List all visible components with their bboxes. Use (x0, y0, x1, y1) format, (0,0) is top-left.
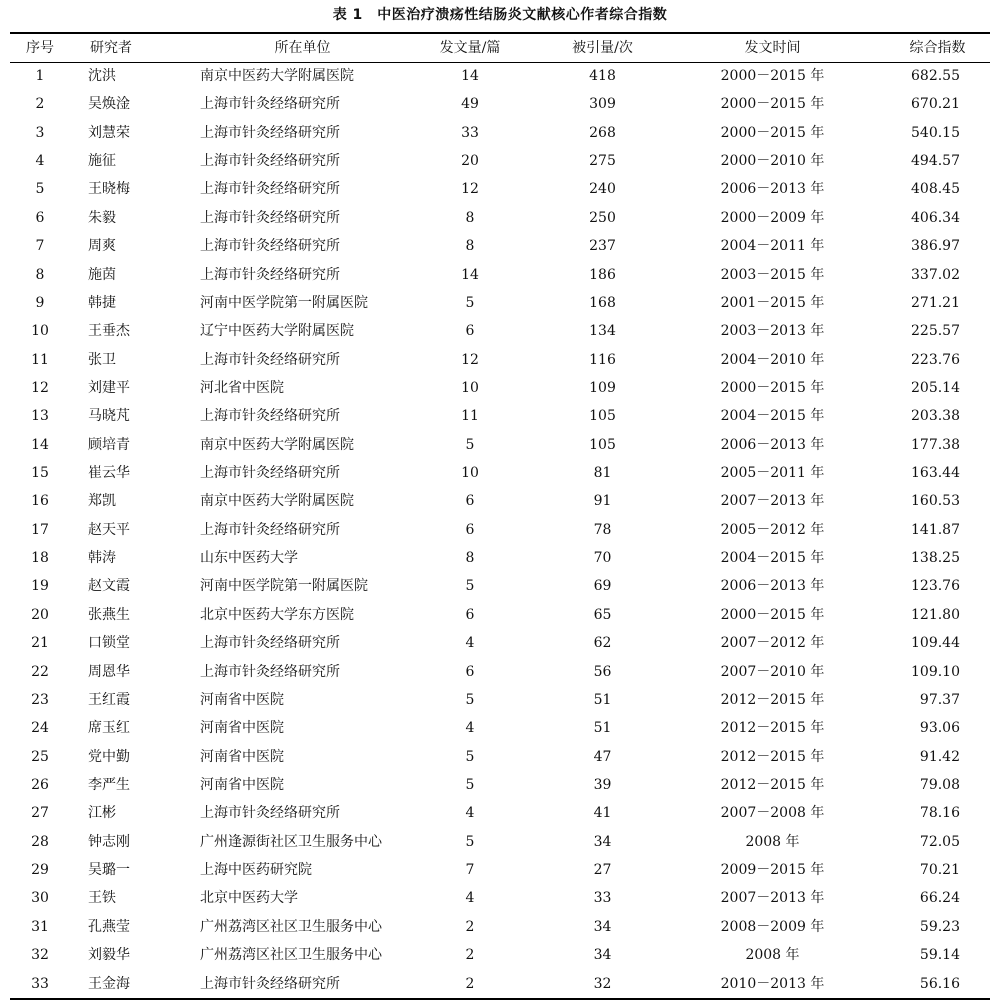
table-row (10, 941, 1000, 969)
cell-period: 2000－2009 年 (720, 209, 825, 226)
table-body (10, 62, 1000, 998)
table-row (10, 147, 1000, 175)
cell-period: 2006－2013 年 (720, 436, 825, 453)
core-author-table (10, 34, 1000, 998)
cell-period: 2005－2011 年 (720, 465, 825, 482)
cell-index: 9 (35, 294, 45, 311)
cell-period: 2012－2015 年 (720, 776, 825, 793)
cell-period: 2012－2015 年 (720, 691, 825, 708)
cell-cites: 109 (589, 379, 616, 396)
cell-period: 2000－2015 年 (720, 379, 825, 396)
table-row (10, 317, 1000, 345)
cell-score: 72.05 (919, 833, 960, 850)
header-cites: 被引量/次 (572, 40, 633, 56)
cell-cites: 47 (593, 748, 612, 765)
table-caption: 表 1 中医治疗溃疡性结肠炎文献核心作者综合指数 (332, 7, 668, 23)
cell-author: 张卫 (88, 351, 116, 368)
cell-index: 16 (31, 493, 49, 510)
cell-author: 刘毅华 (88, 947, 130, 964)
cell-index: 24 (31, 720, 49, 737)
cell-period: 2007－2008 年 (720, 805, 825, 822)
table-row (10, 686, 1000, 714)
cell-period: 2003－2015 年 (720, 266, 825, 283)
cell-index: 27 (31, 805, 49, 822)
cell-index: 17 (31, 521, 49, 538)
table-row (10, 119, 1000, 147)
cell-unit: 南京中医药大学附属医院 (200, 436, 354, 453)
cell-period: 2005－2012 年 (720, 521, 825, 538)
cell-score: 59.23 (919, 918, 960, 935)
table-row (10, 743, 1000, 771)
cell-score: 271.21 (911, 294, 960, 311)
cell-author: 周恩华 (88, 663, 130, 680)
cell-unit: 北京中医药大学东方医院 (200, 606, 354, 623)
cell-period: 2004－2010 年 (720, 351, 825, 368)
cell-score: 141.87 (911, 521, 960, 538)
cell-period: 2006－2013 年 (720, 578, 825, 595)
cell-unit: 上海市针灸经络研究所 (200, 209, 340, 226)
table-row (10, 572, 1000, 600)
cell-index: 29 (31, 862, 49, 879)
table-row (10, 629, 1000, 657)
cell-cites: 240 (589, 181, 616, 198)
cell-period: 2000－2015 年 (720, 68, 825, 84)
cell-author: 顾培青 (88, 436, 130, 453)
cell-cites: 41 (593, 805, 612, 822)
cell-unit: 上海中医药研究院 (200, 862, 312, 879)
header-score: 综合指数 (909, 40, 966, 56)
cell-cites: 39 (593, 776, 612, 793)
cell-pubs: 5 (465, 294, 475, 311)
cell-pubs: 5 (465, 578, 475, 595)
table-row (10, 828, 1000, 856)
cell-unit: 北京中医药大学 (200, 890, 298, 907)
table-row (10, 402, 1000, 430)
table-row (10, 799, 1000, 827)
cell-index: 14 (31, 436, 49, 453)
cell-pubs: 6 (465, 663, 475, 680)
cell-pubs: 33 (461, 124, 479, 141)
cell-pubs: 11 (461, 408, 479, 425)
cell-index: 11 (31, 351, 49, 368)
cell-score: 123.76 (911, 578, 960, 595)
cell-cites: 237 (589, 238, 616, 255)
cell-author: 席玉红 (88, 720, 130, 737)
cell-period: 2007－2013 年 (720, 493, 825, 510)
cell-author: 韩捷 (88, 294, 116, 311)
cell-score: 225.57 (911, 323, 960, 340)
cell-author: 马晓芃 (88, 408, 130, 425)
table-row (10, 175, 1000, 203)
cell-author: 沈洪 (88, 68, 116, 84)
cell-pubs: 14 (461, 68, 479, 84)
cell-unit: 河北省中医院 (200, 379, 284, 396)
cell-pubs: 6 (465, 493, 475, 510)
cell-period: 2003－2013 年 (720, 323, 825, 340)
cell-unit: 河南省中医院 (200, 776, 284, 793)
cell-unit: 上海市针灸经络研究所 (200, 153, 340, 170)
cell-index: 26 (31, 776, 49, 793)
cell-cites: 250 (589, 209, 616, 226)
cell-index: 12 (31, 379, 49, 396)
cell-pubs: 20 (461, 153, 479, 170)
cell-pubs: 4 (465, 805, 475, 822)
header-unit: 所在单位 (274, 40, 331, 56)
cell-pubs: 4 (465, 720, 475, 737)
cell-score: 78.16 (919, 805, 960, 822)
cell-cites: 51 (593, 691, 612, 708)
cell-cites: 418 (589, 68, 616, 84)
cell-author: 江彬 (88, 805, 116, 822)
cell-score: 93.06 (919, 720, 960, 737)
table-row (10, 62, 1000, 90)
cell-score: 337.02 (911, 266, 960, 283)
cell-unit: 山东中医药大学 (200, 550, 298, 567)
cell-author: 李严生 (88, 776, 130, 793)
cell-unit: 上海市针灸经络研究所 (200, 635, 340, 652)
cell-period: 2004－2011 年 (720, 238, 825, 255)
header-period: 发文时间 (744, 40, 801, 56)
cell-score: 109.44 (911, 635, 960, 652)
cell-period: 2004－2015 年 (720, 550, 825, 567)
cell-cites: 69 (593, 578, 612, 595)
cell-index: 10 (31, 323, 49, 340)
table-row (10, 204, 1000, 232)
cell-period: 2012－2015 年 (720, 748, 825, 765)
cell-index: 23 (31, 691, 49, 708)
cell-period: 2006－2013 年 (720, 181, 825, 198)
cell-index: 8 (35, 266, 45, 283)
cell-author: 王垂杰 (88, 323, 130, 340)
cell-author: 党中勤 (88, 748, 130, 765)
cell-index: 28 (31, 833, 49, 850)
cell-cites: 62 (593, 635, 612, 652)
table-row (10, 856, 1000, 884)
table-row (10, 90, 1000, 118)
cell-score: 97.37 (919, 691, 960, 708)
cell-cites: 168 (589, 294, 616, 311)
cell-score: 91.42 (919, 748, 960, 765)
cell-index: 20 (31, 606, 49, 623)
table-row (10, 232, 1000, 260)
cell-pubs: 12 (461, 181, 479, 198)
cell-cites: 34 (593, 833, 612, 850)
cell-unit: 河南省中医院 (200, 748, 284, 765)
cell-cites: 275 (589, 153, 616, 170)
cell-author: 施征 (88, 153, 116, 170)
cell-author: 吴璐一 (88, 862, 130, 879)
cell-cites: 105 (589, 408, 616, 425)
cell-author: 王金海 (88, 975, 130, 992)
table-row (10, 289, 1000, 317)
cell-index: 18 (31, 550, 49, 567)
table-row (10, 487, 1000, 515)
cell-period: 2008 年 (745, 833, 800, 850)
cell-pubs: 4 (465, 635, 475, 652)
cell-pubs: 7 (465, 862, 475, 879)
table-row (10, 346, 1000, 374)
cell-unit: 上海市针灸经络研究所 (200, 351, 340, 368)
cell-cites: 51 (593, 720, 612, 737)
cell-pubs: 4 (465, 890, 475, 907)
cell-unit: 上海市针灸经络研究所 (200, 181, 340, 198)
cell-unit: 上海市针灸经络研究所 (200, 465, 340, 482)
cell-author: 王红霞 (88, 691, 130, 708)
cell-cites: 70 (593, 550, 612, 567)
cell-pubs: 8 (465, 209, 475, 226)
cell-pubs: 8 (465, 550, 475, 567)
table-row (10, 544, 1000, 572)
cell-cites: 34 (593, 947, 612, 964)
cell-period: 2000－2010 年 (720, 153, 825, 170)
cell-author: 刘慧荣 (88, 124, 130, 141)
cell-unit: 河南中医学院第一附属医院 (200, 578, 368, 595)
cell-unit: 广州逢源街社区卫生服务中心 (200, 833, 382, 850)
cell-pubs: 14 (461, 266, 479, 283)
cell-unit: 上海市针灸经络研究所 (200, 521, 340, 538)
cell-unit: 河南省中医院 (200, 691, 284, 708)
cell-cites: 91 (593, 493, 612, 510)
cell-period: 2008－2009 年 (720, 918, 825, 935)
header-author: 研究者 (90, 40, 132, 56)
cell-score: 59.14 (919, 947, 960, 964)
cell-index: 30 (31, 890, 49, 907)
cell-pubs: 49 (461, 96, 479, 113)
cell-score: 386.97 (911, 238, 960, 255)
cell-unit: 辽宁中医药大学附属医院 (200, 323, 354, 340)
cell-author: 钟志刚 (88, 833, 130, 850)
cell-index: 19 (31, 578, 49, 595)
cell-unit: 广州荔湾区社区卫生服务中心 (200, 918, 382, 935)
cell-score: 66.24 (919, 890, 960, 907)
cell-author: 周爽 (88, 238, 116, 255)
cell-score: 121.80 (911, 606, 960, 623)
cell-author: 张燕生 (88, 606, 130, 623)
cell-index: 21 (31, 635, 49, 652)
cell-index: 32 (31, 947, 49, 964)
cell-author: 赵天平 (88, 521, 130, 538)
cell-period: 2012－2015 年 (720, 720, 825, 737)
cell-period: 2010－2013 年 (720, 975, 825, 992)
table-bottom-rule (10, 998, 990, 1000)
table-row (10, 970, 1000, 998)
cell-pubs: 10 (461, 465, 479, 482)
cell-pubs: 5 (465, 436, 475, 453)
cell-unit: 河南中医学院第一附属医院 (200, 294, 368, 311)
cell-author: 郑凯 (88, 493, 116, 510)
cell-pubs: 6 (465, 606, 475, 623)
cell-cites: 309 (589, 96, 616, 113)
cell-unit: 上海市针灸经络研究所 (200, 408, 340, 425)
cell-cites: 34 (593, 918, 612, 935)
header-row (10, 34, 1000, 62)
cell-author: 王铁 (88, 890, 116, 907)
table-row (10, 516, 1000, 544)
cell-score: 223.76 (911, 351, 960, 368)
cell-score: 109.10 (911, 663, 960, 680)
table-row (10, 771, 1000, 799)
cell-cites: 134 (589, 323, 616, 340)
table-row (10, 714, 1000, 742)
cell-period: 2000－2015 年 (720, 124, 825, 141)
cell-score: 177.38 (911, 436, 960, 453)
table-row (10, 658, 1000, 686)
cell-unit: 南京中医药大学附属医院 (200, 68, 354, 84)
cell-pubs: 5 (465, 833, 475, 850)
cell-period: 2004－2015 年 (720, 408, 825, 425)
cell-pubs: 2 (465, 918, 475, 935)
cell-unit: 广州荔湾区社区卫生服务中心 (200, 947, 382, 964)
cell-unit: 上海市针灸经络研究所 (200, 238, 340, 255)
table-row (10, 261, 1000, 289)
table-row (10, 913, 1000, 941)
cell-author: 刘建平 (88, 379, 130, 396)
cell-pubs: 8 (465, 238, 475, 255)
cell-index: 25 (31, 748, 49, 765)
cell-author: 吴焕淦 (88, 96, 130, 113)
cell-index: 4 (35, 153, 45, 170)
cell-unit: 上海市针灸经络研究所 (200, 96, 340, 113)
cell-index: 22 (31, 663, 49, 680)
table-row (10, 431, 1000, 459)
cell-score: 138.25 (911, 550, 960, 567)
cell-author: 口锁堂 (88, 635, 130, 652)
cell-unit: 上海市针灸经络研究所 (200, 975, 340, 992)
cell-period: 2009－2015 年 (720, 862, 825, 879)
cell-author: 朱毅 (88, 209, 116, 226)
cell-score: 70.21 (919, 862, 960, 879)
cell-cites: 27 (593, 862, 612, 879)
cell-score: 408.45 (911, 181, 960, 198)
cell-period: 2000－2015 年 (720, 606, 825, 623)
cell-score: 540.15 (911, 124, 960, 141)
cell-index: 31 (31, 918, 49, 935)
cell-cites: 81 (593, 465, 612, 482)
cell-score: 670.21 (911, 96, 960, 113)
cell-author: 赵文霞 (88, 578, 130, 595)
cell-period: 2007－2010 年 (720, 663, 825, 680)
cell-score: 494.57 (911, 153, 960, 170)
cell-author: 王晓梅 (88, 181, 130, 198)
cell-author: 施茵 (88, 266, 116, 283)
cell-pubs: 6 (465, 323, 475, 340)
cell-index: 13 (31, 408, 49, 425)
cell-period: 2000－2015 年 (720, 96, 825, 113)
table-row (10, 884, 1000, 912)
cell-unit: 南京中医药大学附属医院 (200, 493, 354, 510)
cell-pubs: 5 (465, 748, 475, 765)
cell-cites: 116 (589, 351, 616, 368)
cell-pubs: 10 (461, 379, 479, 396)
cell-pubs: 2 (465, 947, 475, 964)
header-index: 序号 (26, 40, 54, 56)
cell-index: 33 (31, 975, 49, 992)
table-row (10, 459, 1000, 487)
cell-period: 2007－2012 年 (720, 635, 825, 652)
cell-author: 孔燕莹 (88, 918, 130, 935)
cell-pubs: 12 (461, 351, 479, 368)
cell-index: 6 (35, 209, 45, 226)
cell-score: 56.16 (919, 975, 960, 992)
cell-pubs: 5 (465, 776, 475, 793)
cell-period: 2001－2015 年 (720, 294, 825, 311)
table-row (10, 601, 1000, 629)
cell-pubs: 6 (465, 521, 475, 538)
cell-score: 163.44 (911, 465, 960, 482)
cell-index: 2 (35, 96, 45, 113)
cell-index: 1 (35, 68, 45, 84)
table-row (10, 374, 1000, 402)
cell-cites: 268 (589, 124, 616, 141)
cell-period: 2007－2013 年 (720, 890, 825, 907)
cell-index: 7 (35, 238, 45, 255)
cell-author: 崔云华 (88, 465, 130, 482)
cell-pubs: 2 (465, 975, 475, 992)
cell-cites: 105 (589, 436, 616, 453)
cell-cites: 56 (593, 663, 612, 680)
cell-cites: 186 (589, 266, 616, 283)
cell-score: 160.53 (911, 493, 960, 510)
cell-author: 韩涛 (88, 550, 116, 567)
cell-cites: 65 (593, 606, 612, 623)
cell-unit: 上海市针灸经络研究所 (200, 805, 340, 822)
cell-index: 3 (35, 124, 45, 141)
cell-index: 5 (35, 181, 45, 198)
cell-unit: 上海市针灸经络研究所 (200, 663, 340, 680)
cell-index: 15 (31, 465, 49, 482)
cell-score: 79.08 (919, 776, 960, 793)
cell-cites: 32 (593, 975, 612, 992)
cell-score: 203.38 (911, 408, 960, 425)
cell-cites: 33 (593, 890, 612, 907)
cell-score: 205.14 (911, 379, 960, 396)
header-pubs: 发文量/篇 (439, 40, 501, 56)
cell-unit: 河南省中医院 (200, 720, 284, 737)
cell-cites: 78 (593, 521, 612, 538)
table-header (10, 34, 1000, 62)
cell-score: 682.55 (911, 68, 960, 84)
cell-score: 406.34 (911, 209, 960, 226)
cell-unit: 上海市针灸经络研究所 (200, 266, 340, 283)
cell-pubs: 5 (465, 691, 475, 708)
cell-period: 2008 年 (745, 947, 800, 964)
cell-unit: 上海市针灸经络研究所 (200, 124, 340, 141)
